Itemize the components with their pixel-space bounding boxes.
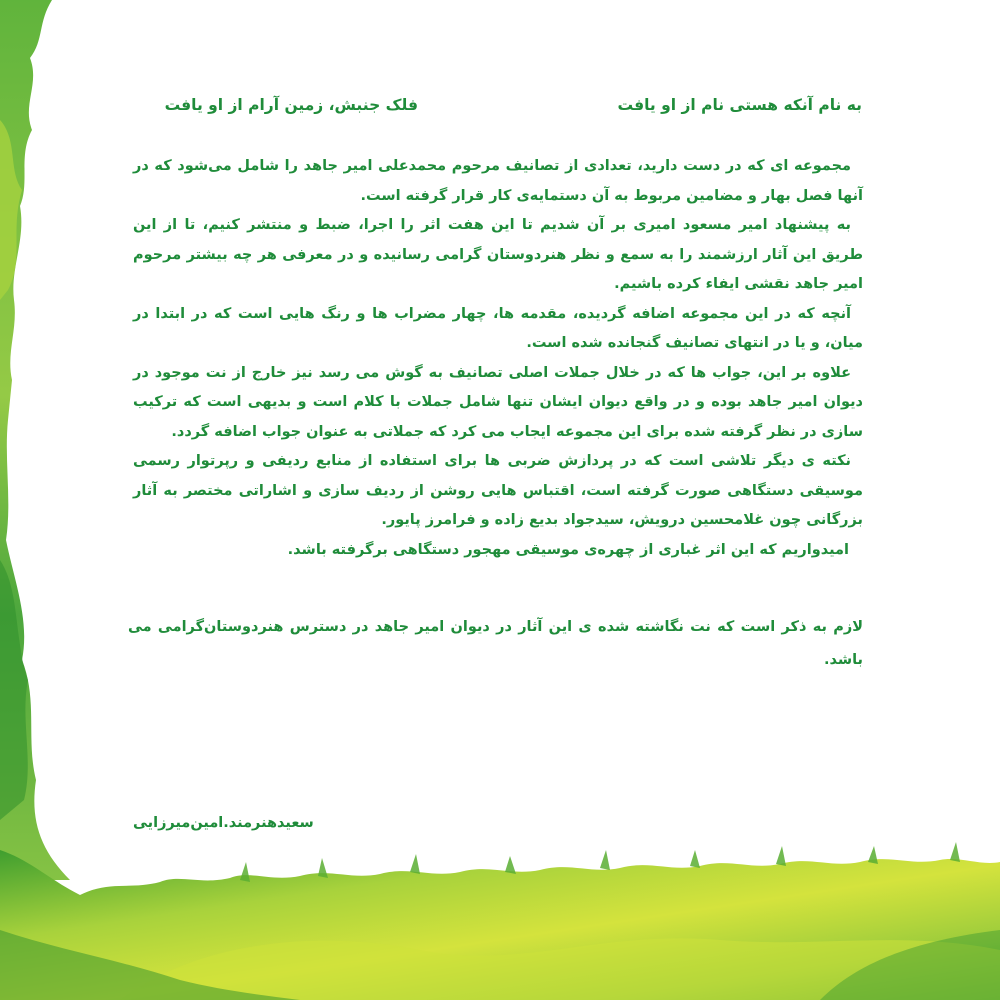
paragraph: به پیشنهاد امیر مسعود امیری بر آن شدیم تا این هفت اثر را اجرا، ضبط و منتشر کنیم، تا از این طریق این آثار ارزشمند را به سمع و نظر هنردوستان گرامی رسانیده و در معرفی هر چه بیشتر مرحوم امیر جاهد نقشی ایفاء کرده باشیم. bbox=[133, 217, 863, 292]
signature: سعیدهنرمند.امین‌میرزایی bbox=[133, 815, 314, 831]
paragraph: مجموعه ای که در دست دارید، تعدادی از تصانیف مرحوم محمدعلی امیر جاهد را شامل می‌شود که در آنها فصل بهار و مضامین مربوط به آن دستمایه‌ی کار قرار گرفته است. bbox=[133, 158, 863, 204]
paragraph: علاوه بر این، جواب ها که در خلال جملات اصلی تصانیف به گوش می رسد نیز خارج از نت موجود در دیوان امیر جاهد بوده و در واقع دیوان ایشان تنها شامل جملات با کلام است و بدیهی است که ترکیب سازی در نظر گرفته شده برای این مجموعه ایجاب می کرد که جملاتی به عنوان جواب اضافه گردد. bbox=[133, 364, 863, 440]
paragraph: امیدواریم که این اثر غباری از چهره‌ی موسیقی مهجور دستگاهی برگرفته باشد. bbox=[287, 541, 849, 558]
intro-body bbox=[133, 152, 863, 565]
paragraph: نکته ی دیگر تلاشی است که در پردازش ضربی ها برای استفاده از منابع ردیفی و رپرتوار رسمی موسیقی دستگاهی صورت گرفته است، اقتباس هایی روشن از ردیف سازی و اشاراتی مختصر به آثار بزرگانی چون غلامحسین درویش، سیدجواد بدیع زاده و فرامرز پایور. bbox=[133, 453, 863, 528]
paragraph: آنچه که در این مجموعه اضافه گردیده، مقدمه ها، چهار مضراب ها و رنگ هایی است که در ابتدا در میان، و یا در انتهای تصانیف گنجانده شده است. bbox=[133, 305, 863, 351]
poem-hemistich-right: به نام آنکه هستی نام از او یافت bbox=[617, 96, 862, 114]
availability-note: لازم به ذکر است که نت نگاشته شده ی این آثار در دیوان امیر جاهد در دسترس هنردوستان‌گرامی می باشد. bbox=[128, 619, 863, 668]
poem-hemistich-left: فلک جنبش، زمین آرام از او یافت bbox=[164, 96, 418, 114]
